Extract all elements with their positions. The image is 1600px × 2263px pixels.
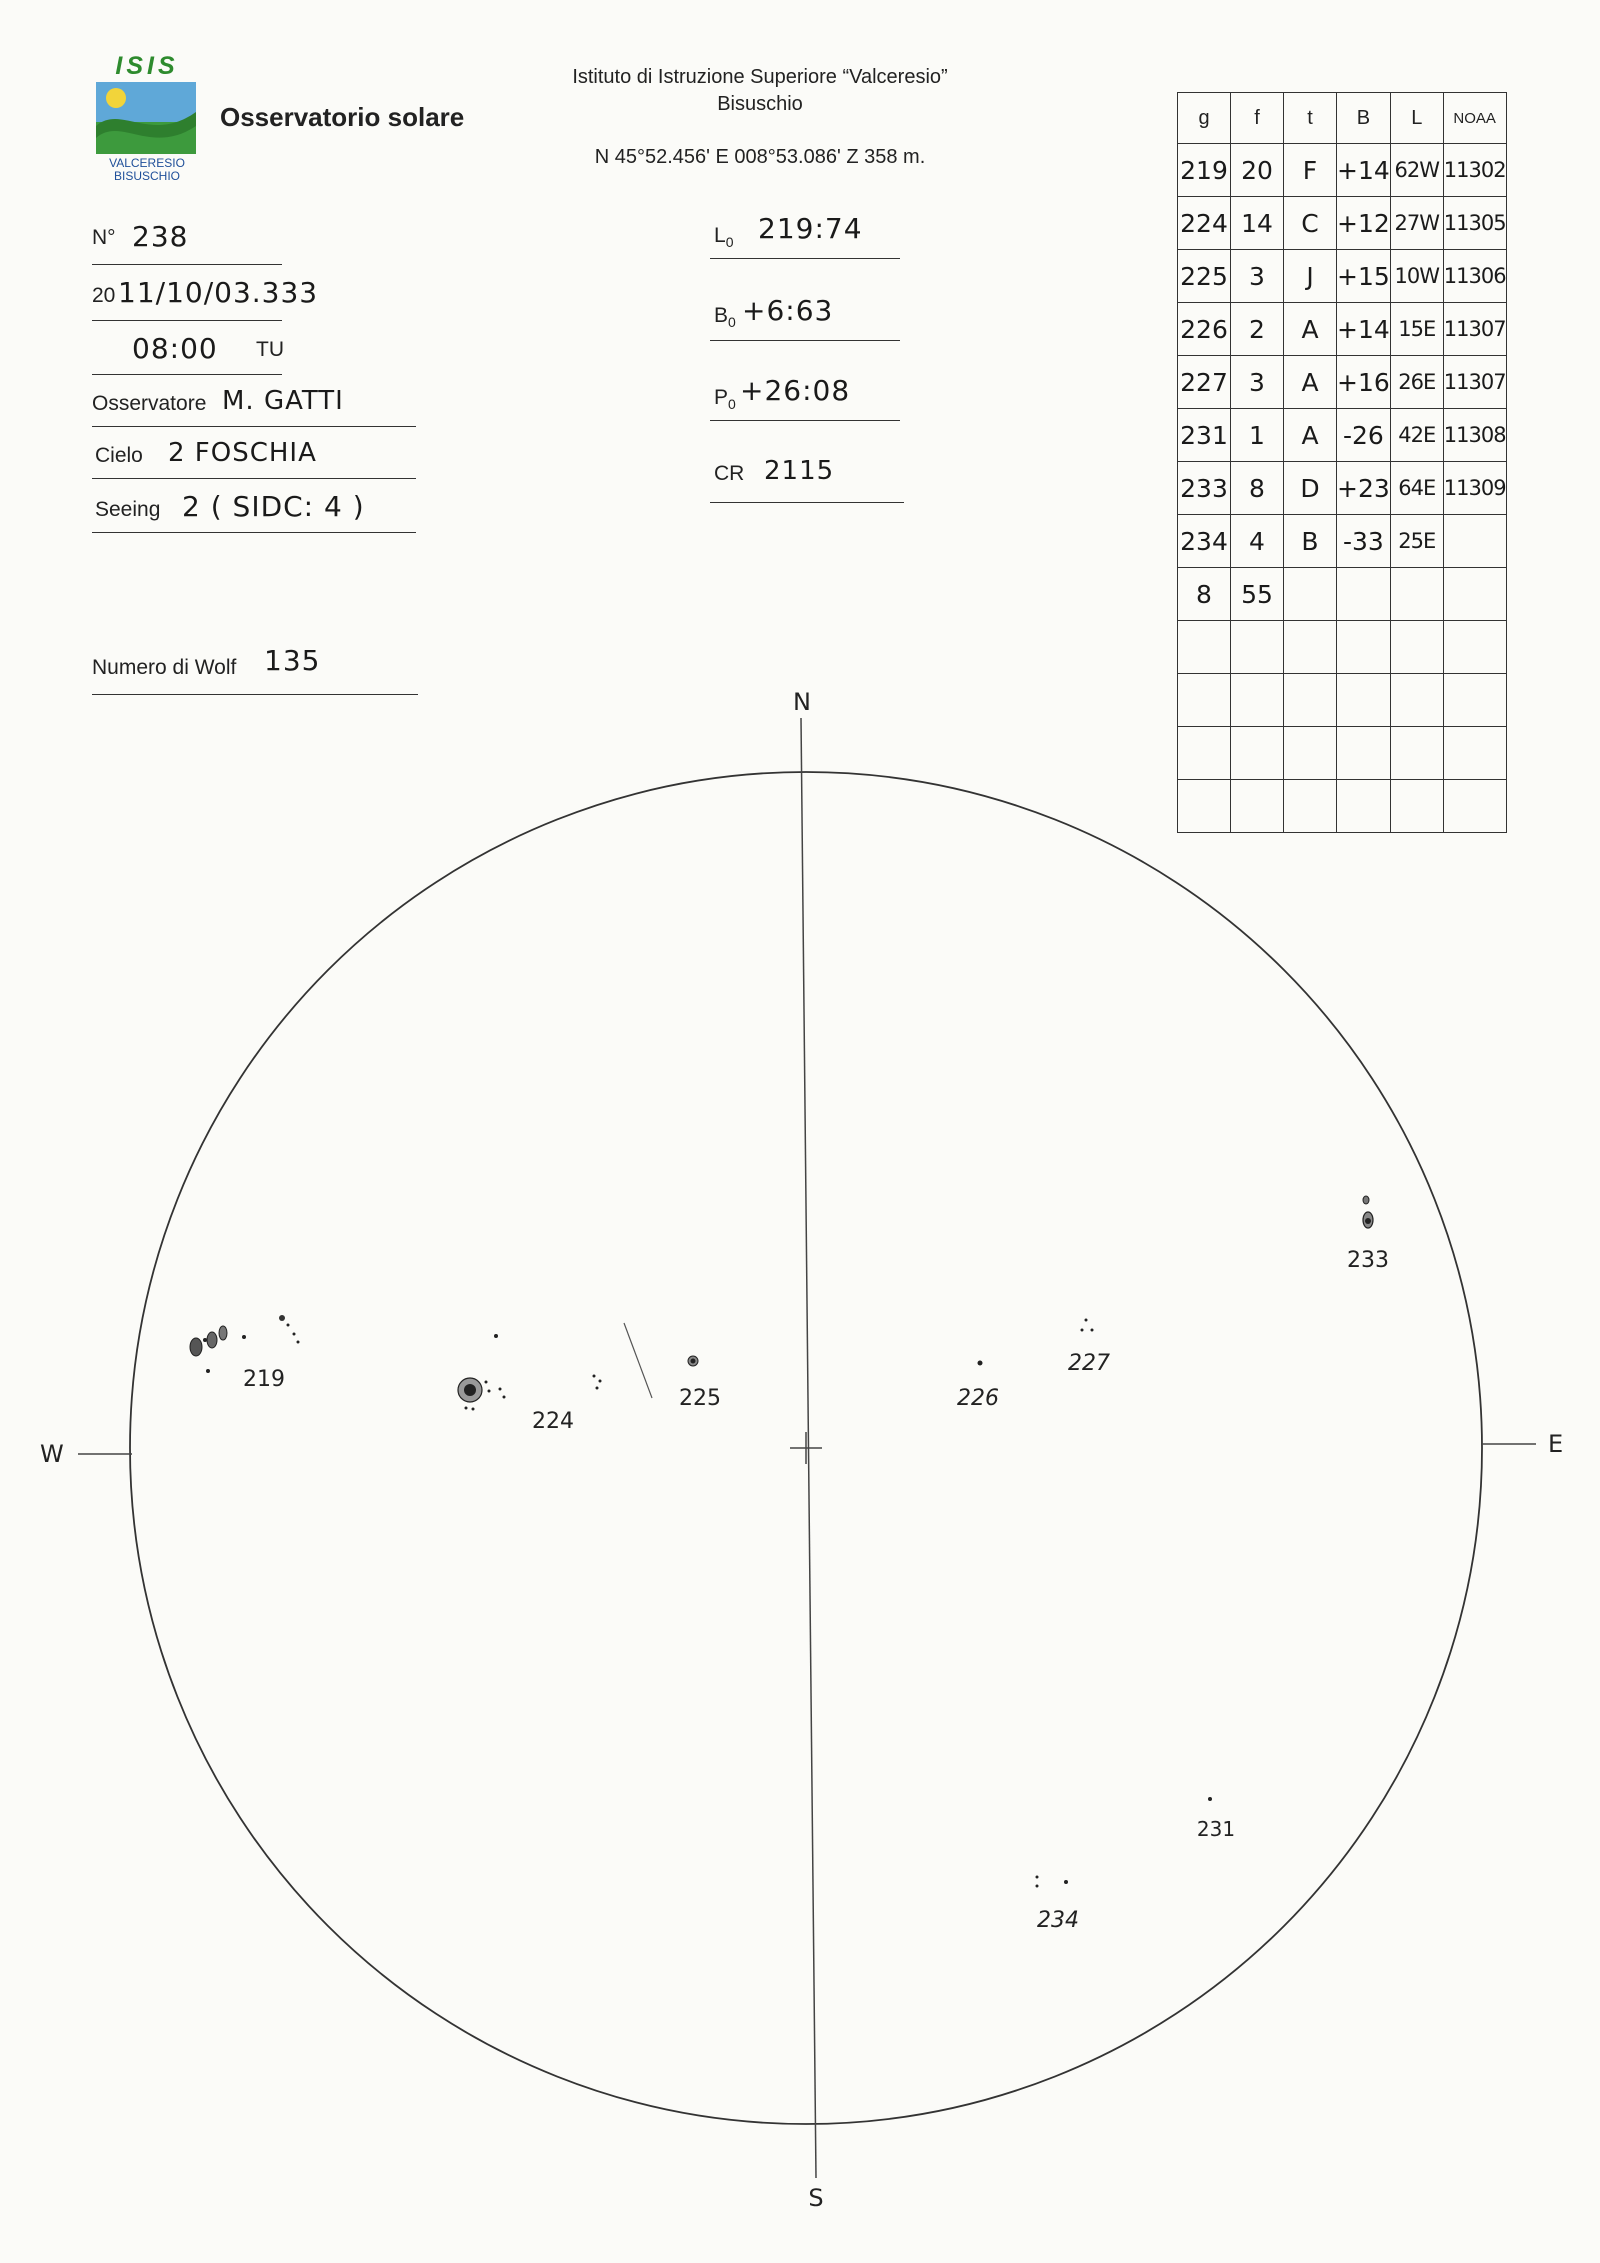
institute-town: Bisuschio (717, 93, 803, 115)
logo-line-1: VALCERESIO (109, 156, 185, 170)
table-cell: 4 (1231, 515, 1284, 568)
sky-condition: 2 FOSCHIA (168, 438, 317, 468)
p0-subscript: 0 (728, 396, 736, 413)
column-header-f: f (1231, 93, 1284, 144)
table-cell: B (1284, 515, 1337, 568)
table-cell: 233 (1178, 462, 1231, 515)
table-cell: 219 (1178, 144, 1231, 197)
column-header-b: B (1337, 93, 1391, 144)
column-header-noaa: NOAA (1443, 93, 1506, 144)
page-title: Osservatorio solare (220, 102, 465, 132)
table-cell: C (1284, 197, 1337, 250)
group-label-225: 225 (679, 1386, 721, 1411)
sunspot-group-234 (1036, 1876, 1069, 1888)
table-cell: 11305 (1443, 197, 1506, 250)
table-cell: F (1284, 144, 1337, 197)
direction-west: W (40, 1440, 64, 1468)
b0-subscript: 0 (728, 314, 736, 331)
column-header-g: g (1178, 93, 1231, 144)
table-cell: 26E (1390, 356, 1443, 409)
table-cell: 11307 (1443, 356, 1506, 409)
table-cell: 20 (1231, 144, 1284, 197)
l0-subscript: 0 (725, 234, 734, 251)
table-cell: 55 (1231, 568, 1284, 621)
group-label-224: 224 (532, 1409, 574, 1434)
time-unit: TU (256, 338, 284, 361)
table-cell: 2 (1231, 303, 1284, 356)
observation-number: 238 (132, 220, 189, 253)
table-cell: 14 (1231, 197, 1284, 250)
group-label-226: 226 (957, 1386, 999, 1411)
direction-south: S (808, 2184, 824, 2212)
sky-label: Cielo (95, 444, 143, 467)
sunspot-group-225 (688, 1356, 698, 1366)
seeing-label: Seeing (95, 498, 161, 521)
table-cell: +23 (1337, 462, 1391, 515)
table-cell: 226 (1178, 303, 1231, 356)
group-label-231: 231 (1196, 1817, 1236, 1841)
table-cell: A (1284, 356, 1337, 409)
table-cell: 3 (1231, 250, 1284, 303)
group-label-227: 227 (1068, 1351, 1110, 1376)
table-cell: 234 (1178, 515, 1231, 568)
sunspot-group-219 (190, 1315, 300, 1373)
table-cell: J (1284, 250, 1337, 303)
sunspot-group-227 (1081, 1319, 1094, 1332)
b0-value: +6:63 (742, 294, 834, 327)
table-cell: D (1284, 462, 1337, 515)
table-cell: 11308 (1443, 409, 1506, 462)
table-cell: +14 (1337, 144, 1391, 197)
table-cell: 10W (1390, 250, 1443, 303)
table-cell: 27W (1390, 197, 1443, 250)
table-cell: 64E (1390, 462, 1443, 515)
table-cell: 231 (1178, 409, 1231, 462)
orientation-line (624, 1323, 652, 1398)
table-cell: +14 (1337, 303, 1391, 356)
observer-name: M. GATTI (222, 386, 344, 416)
observatory-coordinates: N 45°52.456' E 008°53.086' Z 358 m. (594, 146, 926, 168)
table-cell: +16 (1337, 356, 1391, 409)
cr-label: CR (714, 462, 745, 485)
table-cell: 227 (1178, 356, 1231, 409)
table-cell: -33 (1337, 515, 1391, 568)
column-header-l: L (1390, 93, 1443, 144)
wolf-number-label: Numero di Wolf (92, 656, 237, 679)
b0-letter: B (714, 304, 729, 327)
table-cell: A (1284, 303, 1337, 356)
table-cell: 11302 (1443, 144, 1506, 197)
number-label: N° (92, 226, 116, 249)
l0-value: 219:74 (758, 212, 863, 245)
table-cell: 25E (1390, 515, 1443, 568)
p0-value: +26:08 (740, 374, 851, 407)
observation-date: 11/10/03.333 (118, 276, 319, 309)
logo-line-2: BISUSCHIO (113, 169, 180, 183)
table-cell: 62W (1390, 144, 1443, 197)
table-cell: 42E (1390, 409, 1443, 462)
table-cell: 11306 (1443, 250, 1506, 303)
table-cell: A (1284, 409, 1337, 462)
seeing-value: 2 ( SIDC: 4 ) (182, 490, 365, 523)
direction-east: E (1548, 1430, 1564, 1458)
carrington-rotation: 2115 (764, 456, 835, 486)
observer-label: Osservatore (92, 392, 207, 415)
table-cell: 15E (1390, 303, 1443, 356)
table-cell: 1 (1231, 409, 1284, 462)
group-label-234: 234 (1037, 1908, 1079, 1933)
l0-letter: L (714, 224, 726, 247)
table-cell: 11307 (1443, 303, 1506, 356)
date-prefix: 20 (92, 284, 116, 307)
sunspot-group-224 (458, 1334, 602, 1411)
logo-wordmark: ISIS (115, 52, 179, 80)
table-cell: 224 (1178, 197, 1231, 250)
institute-name: Istituto di Istruzione Superiore “Valceresio” (572, 66, 948, 88)
group-label-219: 219 (243, 1367, 285, 1392)
sunspot-group-233 (1363, 1196, 1373, 1228)
table-cell: 8 (1178, 568, 1231, 621)
table-cell: 3 (1231, 356, 1284, 409)
p0-letter: P (714, 386, 729, 409)
wolf-number: 135 (264, 644, 321, 677)
observation-time: 08:00 (132, 332, 218, 365)
group-label-233: 233 (1347, 1248, 1389, 1273)
table-cell: +15 (1337, 250, 1391, 303)
sunspot-group-226 (978, 1361, 983, 1366)
table-cell: 225 (1178, 250, 1231, 303)
direction-north: N (793, 688, 811, 716)
table-cell: +12 (1337, 197, 1391, 250)
sunspot-group-231 (1208, 1797, 1212, 1801)
table-cell: -26 (1337, 409, 1391, 462)
table-cell: 11309 (1443, 462, 1506, 515)
table-cell: 8 (1231, 462, 1284, 515)
column-header-t: t (1284, 93, 1337, 144)
